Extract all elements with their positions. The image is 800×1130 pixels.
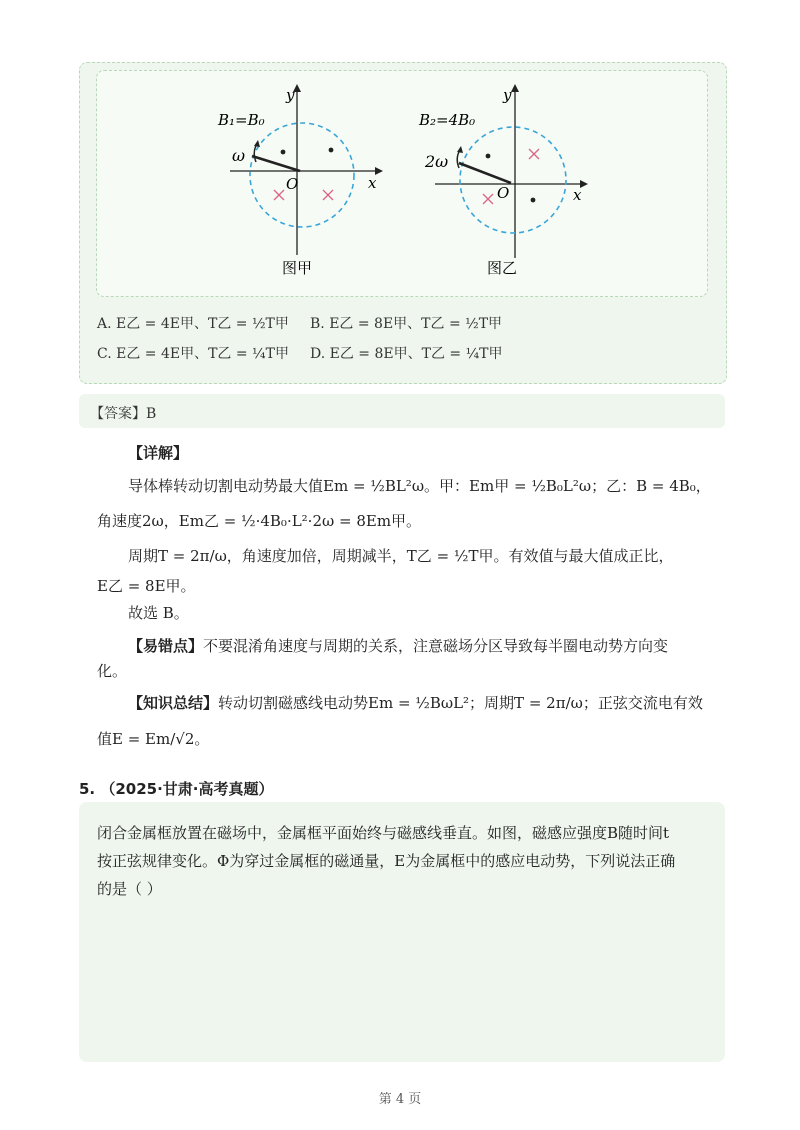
rotation-arrow-icon [457,150,460,168]
rotation-arrow-icon [254,144,257,162]
page-number: 第 4 页 [378,1092,422,1107]
question-5-line-3: 的是（ ） [97,880,162,898]
rotation-arrowhead-icon [254,140,260,147]
mistake-label: 【易错点】 [128,637,204,655]
rotating-rod [252,156,300,171]
x-label: x [368,174,377,192]
origin-label: O [497,184,510,202]
origin-label: O [286,175,299,193]
field-in-cross-icon [483,194,493,204]
detail-line-2: 角速度2ω，Em乙 = ½·4B₀·L²·2ω = 8Em甲。 [97,512,422,530]
rotation-arrowhead-icon [457,146,463,153]
figure-caption: 图乙 [487,259,518,277]
y-label: y [286,86,295,104]
question-5-title: 5. （2025·甘肃·高考真题） [79,780,274,798]
question-5-line-1: 闭合金属框放置在磁场中，金属框平面始终与磁感线垂直。如图，磁感应强度B随时间t [97,824,670,842]
field-in-cross-icon [323,190,333,200]
rotating-rod [459,163,511,183]
x-label: x [573,186,582,204]
answer-text: 【答案】B [90,406,157,422]
option-a[interactable]: A. E乙 = 4E甲、T乙 = ½T甲 [97,316,289,332]
y-axis-arrow-icon [511,84,519,92]
detail-line-3: 周期T = 2π/ω，角速度加倍，周期减半，T乙 = ½T甲。有效值与最大值成正比， [128,547,674,565]
option-d[interactable]: D. E乙 = 8E甲、T乙 = ¼T甲 [310,346,503,362]
b-label: B₁=B₀ [218,111,265,129]
field-out-dot-icon [531,198,536,203]
field-out-dot-icon [486,154,491,159]
option-c[interactable]: C. E乙 = 4E甲、T乙 = ¼T甲 [97,346,289,362]
y-label: y [503,86,512,104]
summary-text-2: 值E = Em/√2。 [97,730,210,748]
figure-caption: 图甲 [282,259,313,277]
field-out-dot-icon [329,148,334,153]
figure-yi [415,80,615,280]
option-b[interactable]: B. E乙 = 8E甲、T乙 = ½T甲 [310,316,503,332]
omega-label: 2ω [425,152,449,171]
omega-label: ω [232,146,246,165]
mistake-text: 不要混淆角速度与周期的关系，注意磁场分区导致每半圈电动势方向变 [203,637,669,655]
summary-label: 【知识总结】 [128,694,219,712]
detail-line-5: 故选 B。 [128,604,189,622]
b-label: B₂=4B₀ [419,111,476,129]
summary-text: 转动切割磁感线电动势Em = ½BωL²；周期T = 2π/ω；正弦交流电有效 [218,694,703,712]
question-5-line-2: 按正弦规律变化。Φ为穿过金属框的磁通量，E为金属框中的感应电动势，下列说法正确 [97,852,676,870]
field-circle [460,127,566,233]
detail-line-1: 导体棒转动切割电动势最大值Em = ½BL²ω。甲：Em甲 = ½B₀L²ω；乙：B = 4B₀， [128,477,711,495]
detail-title: 【详解】 [128,444,189,462]
answer-bar [79,394,725,428]
field-in-cross-icon [274,190,284,200]
figure-jia [210,80,410,280]
detail-line-4: E乙 = 8E甲。 [97,577,196,595]
summary-line [128,692,703,714]
mistake-text-2: 化。 [97,662,128,680]
field-in-cross-icon [529,149,539,159]
field-out-dot-icon [281,150,286,155]
mistake-line [128,635,668,657]
field-circle [250,123,354,227]
